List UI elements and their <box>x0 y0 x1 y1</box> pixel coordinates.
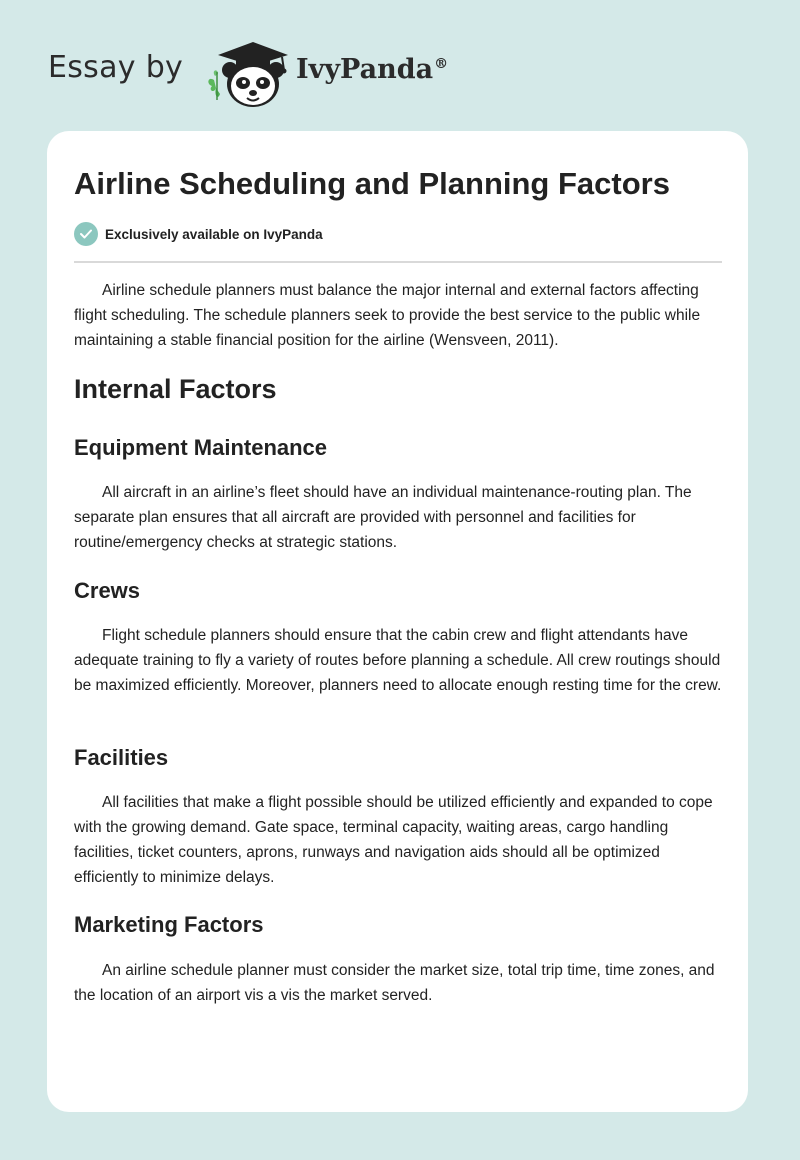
site-header <box>0 0 800 130</box>
exclusive-label: Exclusively available on IvyPanda <box>105 226 323 242</box>
section-heading-equipment-maintenance: Equipment Maintenance <box>74 435 328 460</box>
brand-registered-mark: ® <box>434 56 449 72</box>
exclusive-badge <box>74 222 323 246</box>
ivy-leaf-icon <box>208 70 220 100</box>
ivypanda-logo-icon[interactable] <box>202 36 294 110</box>
essay-by-label: Essay by <box>48 50 184 85</box>
article-card <box>47 131 748 1112</box>
paragraph-equipment-maintenance: All aircraft in an airline’s fleet should have an individual maintenance-routing plan. The separate plan ensures that all aircraft are provided with personnel and facilities for routine/emergency checks at strategic stations. <box>74 484 692 551</box>
paragraph-crews: Flight schedule planners should ensure that the cabin crew and flight attendants have adequate training to fly a variety of routes before planning a schedule. All crew routings should be maximized efficiently. Moreover, planners need to allocate enough resting time for the crew. <box>74 627 722 694</box>
intro-paragraph: Airline schedule planners must balance the major internal and external factors affecting flight scheduling. The schedule planners seek to provide the best service to the public while maintaining a stable financial position for the airline (Wensveen, 2011). <box>74 282 701 349</box>
section-heading-facilities: Facilities <box>74 745 169 770</box>
title-divider <box>74 261 722 263</box>
article-title: Airline Scheduling and Planning Factors <box>74 166 670 201</box>
paragraph-facilities: All facilities that make a flight possible should be utilized efficiently and expanded to cope with the growing demand. Gate space, terminal capacity, waiting areas, cargo handling facilities, ticket counters, aprons, runways and navigation aids should all be optimized efficiently to minimize delays. <box>74 794 713 886</box>
section-heading-crews: Crews <box>74 578 141 603</box>
check-icon <box>74 222 98 246</box>
brand-text: IvyPanda <box>296 54 434 85</box>
paragraph-marketing-factors: An airline schedule planner must consider the market size, total trip time, time zones, and the location of an airport vis a vis the market served. <box>74 962 715 1004</box>
section-heading-marketing-factors: Marketing Factors <box>74 912 264 937</box>
brand-name[interactable] <box>296 54 448 85</box>
section-heading-internal-factors: Internal Factors <box>74 374 277 404</box>
